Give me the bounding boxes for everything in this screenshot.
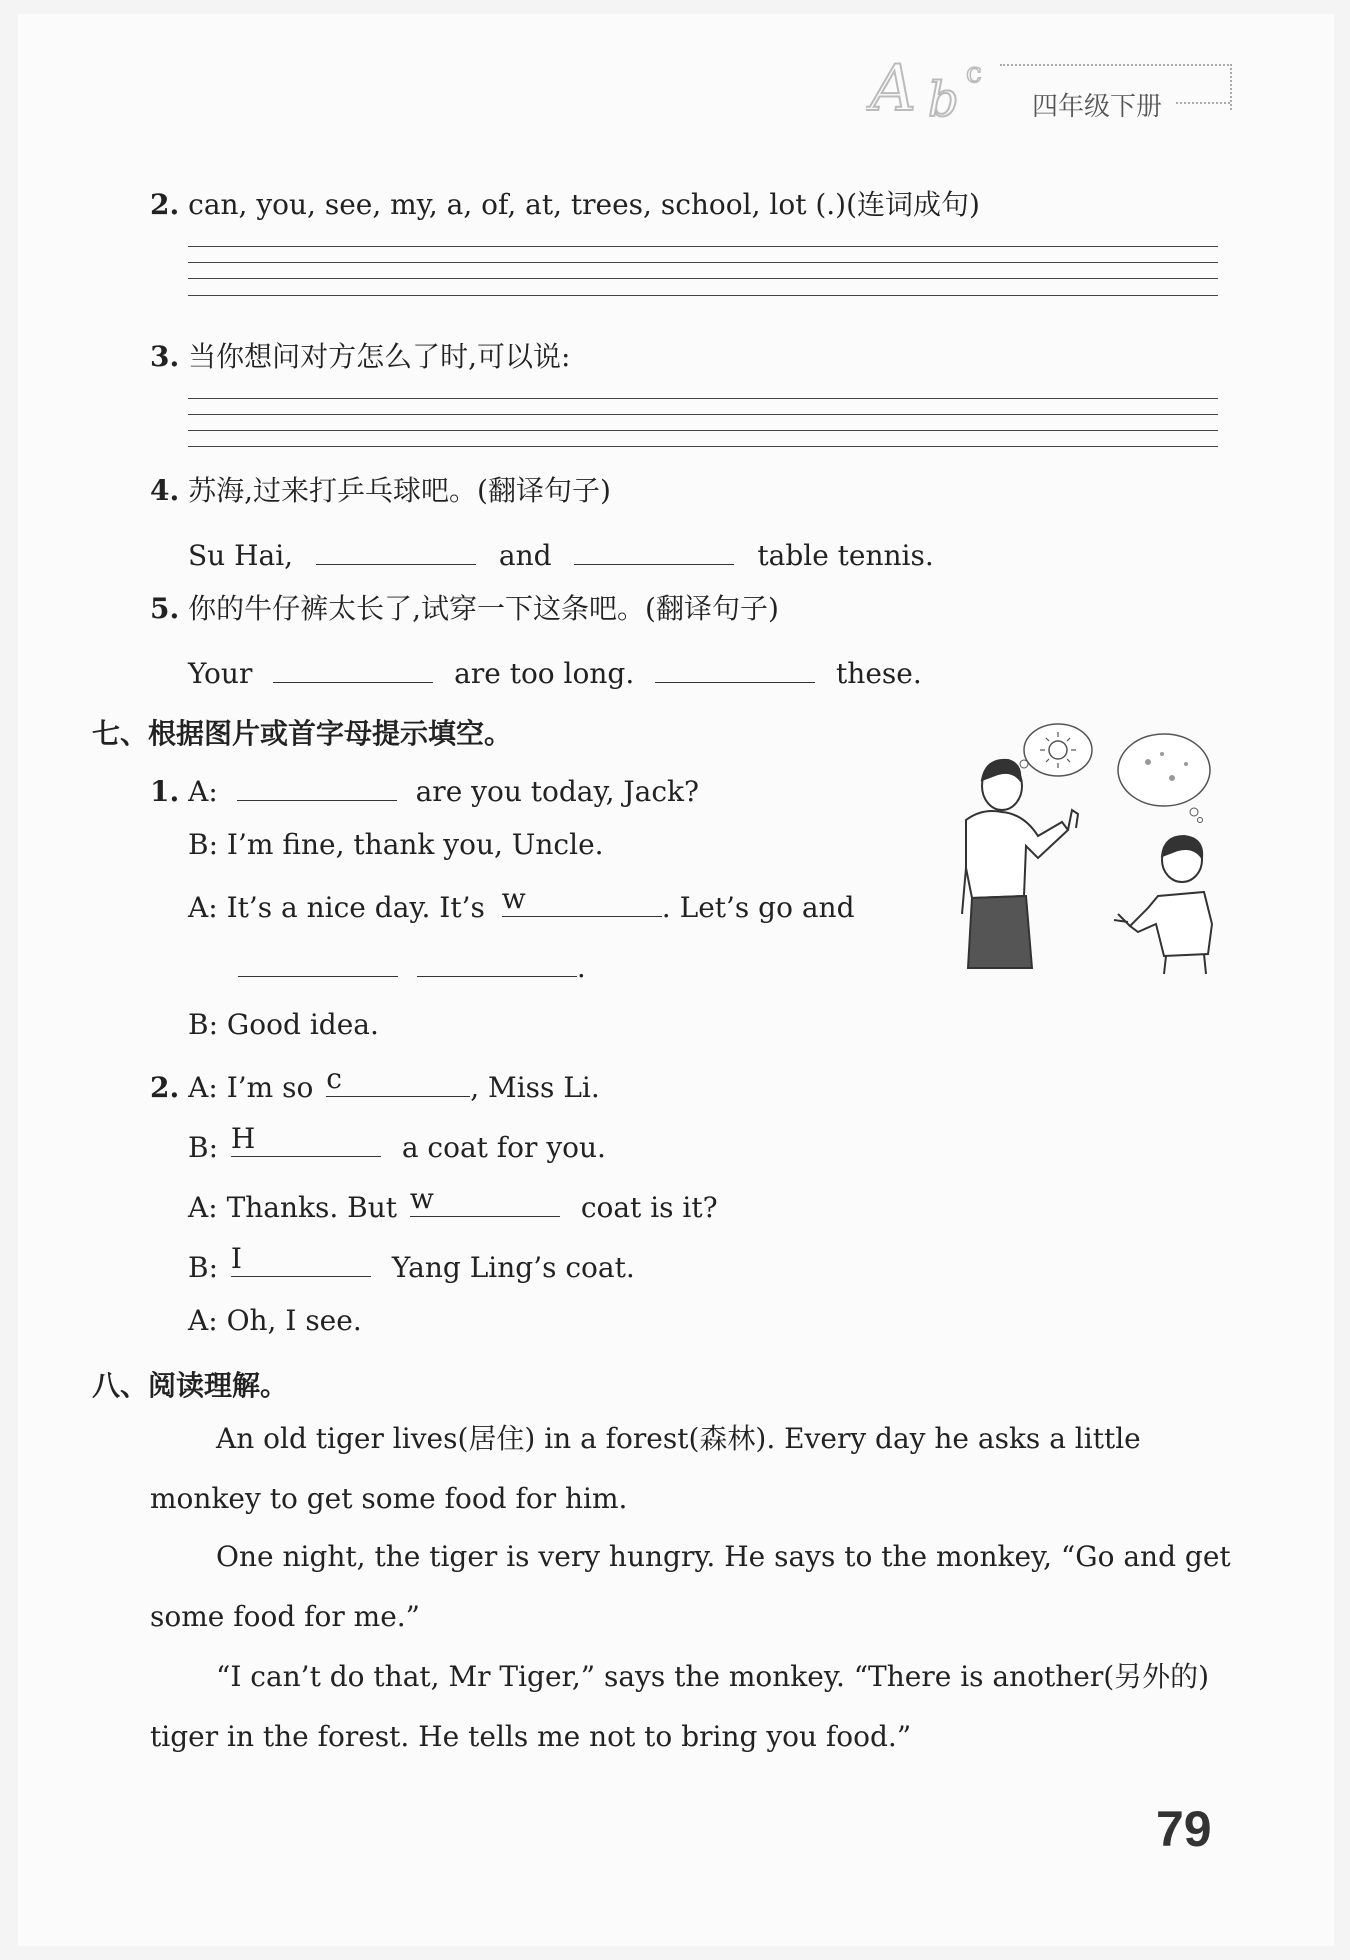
blank[interactable] [655,652,815,683]
question-text: 苏海,过来打乒乓球吧。(翻译句子) [188,474,611,507]
s7q2-b1 [188,1122,606,1165]
question-number: 3. [150,340,180,373]
blank[interactable] [238,946,398,977]
question-4-answer [188,534,934,573]
question-number: 2. [150,1071,180,1104]
answer-line [188,278,1218,279]
speaker: A: [188,1071,218,1104]
hint-letter: w [409,1182,434,1215]
text: Your [188,657,253,690]
boy-figure [1114,836,1212,974]
blank[interactable] [417,946,577,977]
question-number: 1. [150,775,180,808]
text: Thanks. But [226,1191,397,1224]
s7q1-b1 [188,828,604,862]
speaker: B: [188,1251,219,1284]
answer-line[interactable] [188,246,1218,247]
s7q2-a1 [150,1062,600,1105]
blank[interactable] [316,534,476,565]
thought-bubble-sun [1024,724,1092,776]
blank[interactable] [574,534,734,565]
question-4 [150,474,611,508]
page-number: 79 [1156,1801,1212,1857]
blank[interactable] [409,1182,560,1217]
svg-text:c: c [966,56,982,89]
workbook-page [18,14,1334,1946]
passage-line: monkey to get some food for him. [150,1482,628,1515]
question-number: 5. [150,592,180,625]
passage-line: tiger in the forest. He tells me not to bring you food.” [150,1720,912,1753]
question-5 [150,592,779,626]
text: Good idea. [226,1008,379,1041]
blank[interactable] [501,882,662,917]
blank[interactable] [230,1242,371,1277]
text: I’m so [226,1071,314,1104]
svg-text:b: b [928,72,959,126]
speaker: B: [188,1131,219,1164]
text: . Let’s go and [661,891,855,924]
header-dotted-line [1176,102,1230,104]
text: I’m fine, thank you, Uncle. [226,828,604,861]
answer-line [188,262,1218,263]
text: Su Hai, [188,539,294,572]
grade-label: 四年级下册 [1032,92,1163,122]
passage-line: An old tiger lives(居住) in a forest(森林). Every day he asks a little [216,1422,1141,1455]
question-text: 你的牛仔裤太长了,试穿一下这条吧。(翻译句子) [188,592,779,625]
text: It’s a nice day. It’s [226,891,485,924]
speaker: A: [188,775,218,808]
answer-line[interactable] [188,398,1218,399]
question-3 [150,340,570,374]
text: these. [836,657,922,690]
s7q1-a2-cont [238,946,586,985]
ab-logo [866,46,1006,126]
hint-letter: w [501,882,526,915]
question-text: 当你想问对方怎么了时,可以说: [188,340,571,373]
blank[interactable] [273,652,433,683]
s7q2-a3 [188,1304,362,1338]
text: are you today, Jack? [415,775,699,808]
speaker: A: [188,1304,218,1337]
section-7-title: 七、根据图片或首字母提示填空。 [92,717,513,750]
man-figure [962,760,1078,968]
illustration-man-and-boy [942,718,1232,978]
answer-line [188,446,1218,447]
section-8-title: 八、阅读理解。 [92,1369,289,1402]
speaker: B: [188,828,219,861]
answer-line [188,430,1218,431]
hint-letter: I [230,1242,242,1275]
answer-line [188,414,1218,415]
text: , Miss Li. [470,1071,600,1104]
passage-line: “I can’t do that, Mr Tiger,” says the monkey. “There is another(另外的) [216,1660,1210,1693]
question-5-answer [188,652,922,691]
answer-line [188,295,1218,296]
passage-line: some food for me.” [150,1600,420,1633]
question-2 [150,188,980,222]
text: Yang Ling’s coat. [391,1251,635,1284]
svg-text:A: A [870,52,917,126]
passage-line: One night, the tiger is very hungry. He says to the monkey, “Go and get [216,1540,1231,1573]
question-text: can, you, see, my, a, of, at, trees, school, lot (.)(连词成句) [188,188,980,221]
question-number: 4. [150,474,180,507]
s7q1-a2 [188,882,855,925]
question-number: 2. [150,188,180,221]
s7q2-a2 [188,1182,718,1225]
blank[interactable] [230,1122,381,1157]
blank[interactable] [326,1062,470,1097]
hint-letter: H [230,1122,256,1155]
text: Oh, I see. [226,1304,362,1337]
hint-letter: c [326,1062,342,1095]
text: are too long. [454,657,635,690]
thought-bubble-park [1118,734,1210,806]
speaker: A: [188,1191,218,1224]
s7q1-a1 [150,770,699,809]
speaker: A: [188,891,218,924]
blank[interactable] [237,770,397,801]
text: . [576,951,586,984]
text: coat is it? [580,1191,718,1224]
text: and [498,539,552,572]
speaker: B: [188,1008,219,1041]
s7q1-b2 [188,1008,379,1042]
text: table tennis. [757,539,934,572]
text: a coat for you. [401,1131,606,1164]
s7q2-b2 [188,1242,635,1285]
